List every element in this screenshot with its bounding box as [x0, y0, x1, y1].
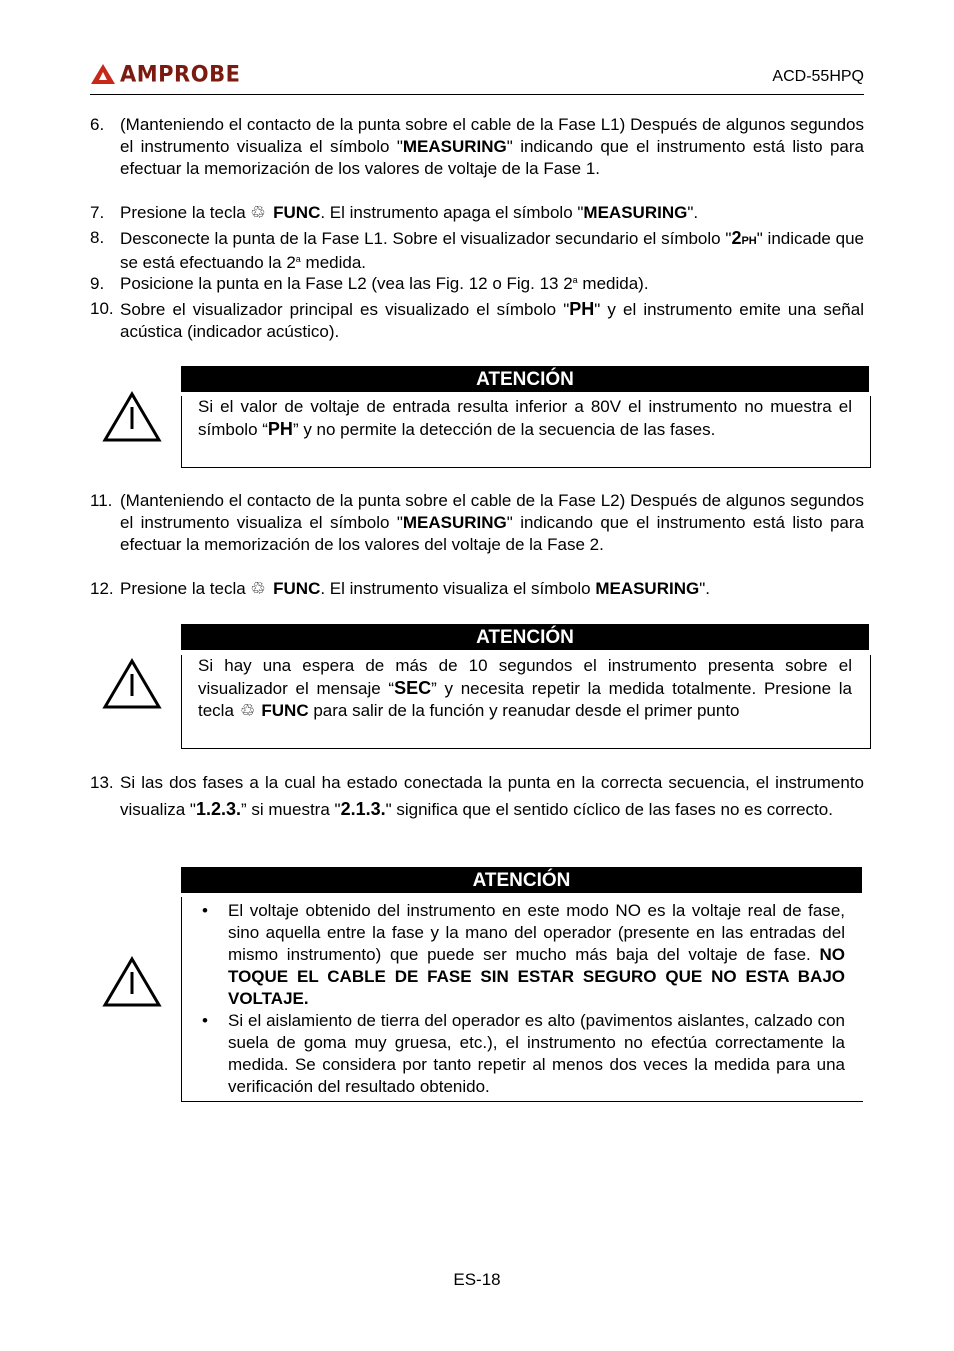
step-number: 10.: [90, 299, 114, 318]
model-number: ACD-55HPQ: [772, 68, 864, 85]
warning-text: Si hay una espera de más de 10 segundos el instrumento presenta sobre el visualizador el mensaje “SEC” y necesita repetir la medida totalmente. Presione la tecla ♲ FUNC para salir de la función y reanudar desde el primer punto: [198, 656, 852, 720]
amprobe-logo-icon: [90, 63, 116, 85]
step-number: 13.: [90, 773, 114, 792]
step-text: (Manteniendo el contacto de la punta sobre el cable de la Fase L2) Después de algunos segundos el instrumento visualiza el símbolo "MEASURING" indicando que el instrumento está listo para efectuar la memorización de los valores del voltaje de la Fase 2.: [120, 491, 864, 554]
step-8: [90, 227, 864, 274]
warning-triangle-icon: [102, 658, 162, 710]
amprobe-logo: [90, 62, 240, 86]
warning-bullet: • Si el aislamiento de tierra del operador es alto (pavimentos aislantes, calzado con suela de goma muy gruesa, etc.), el instrumento no efectúa correctamente la medida. Se considera por tanto repetir al menos dos veces la medida para una verificación del resultado obtenido.: [202, 1011, 845, 1096]
step-number: 8.: [90, 228, 105, 247]
step-text: Desconecte la punta de la Fase L1. Sobre el visualizador secundario el símbolo "2PH" indicade que se está efectuando la 2$^a$ medida.: [120, 228, 864, 272]
step-text: Presione la tecla ♲ FUNC. El instrumento apaga el símbolo "MEASURING".: [120, 203, 699, 222]
func-key-icon: ♲: [250, 203, 266, 222]
bullet-icon: •: [202, 901, 208, 920]
warning-title: ATENCIÓN: [181, 366, 869, 392]
page-number: ES-18: [453, 1270, 501, 1289]
step-9: [90, 273, 864, 295]
func-key-icon: ♲: [250, 579, 266, 598]
step-text: (Manteniendo el contacto de la punta sobre el cable de la Fase L1) Después de algunos segundos el instrumento visualiza el símbolo "MEASURING" indicando que el instrumento está listo para efectuar la memorización de los valores de voltaje de la Fase 1.: [120, 115, 864, 178]
warning-text: Si el valor de voltaje de entrada resulta inferior a 80V el instrumento no muestra el símbolo “PH” y no permite la detección de la secuencia de las fases.: [198, 397, 852, 439]
bullet-icon: •: [202, 1011, 208, 1030]
step-text: Posicione la punta en la Fase L2 (vea las Fig. 12 o Fig. 13 2$^a$ medida).: [120, 274, 649, 293]
warning-box: [181, 897, 863, 1102]
warning-box: [181, 396, 871, 468]
step-number: 6.: [90, 115, 105, 134]
step-text: Presione la tecla ♲ FUNC. El instrumento visualiza el símbolo MEASURING".: [120, 579, 710, 598]
step-6: [90, 114, 864, 180]
step-number: 7.: [90, 203, 105, 222]
warning-triangle-icon: [102, 956, 162, 1008]
step-10: [90, 298, 864, 343]
warning-box: [181, 655, 871, 749]
step-7: [90, 202, 864, 224]
warning-bullet: • El voltaje obtenido del instrumento en este modo NO es la voltaje real de fase, sino aquella entre la fase y la mano del operador (presente en las entradas del mismo instrumento) que puede ser mucho más baja del voltaje de fase. NO TOQUE EL CABLE DE FASE SIN ESTAR SEGURO QUE NO ESTA BAJO VOLTAJE.: [202, 901, 845, 1008]
step-text: Si las dos fases a la cual ha estado conectada la punta en la correcta secuencia, el instrumento visualiza "1.2.3.” si muestra "2.1.3." significa que el sentido cíclico de las fases no es correcto.: [120, 773, 864, 819]
step-number: 11.: [90, 491, 113, 510]
step-13: [90, 770, 864, 823]
step-11: [90, 490, 864, 556]
warning-title: ATENCIÓN: [181, 867, 862, 893]
step-12: [90, 578, 864, 600]
step-number: 12.: [90, 579, 114, 598]
warning-title: ATENCIÓN: [181, 624, 869, 650]
step-text: Sobre el visualizador principal es visualizado el símbolo "PH" y el instrumento emite una señal acústica (indicador acústico).: [120, 299, 864, 341]
warning-triangle-icon: [102, 391, 162, 443]
brand-name: AMPROBE: [120, 61, 241, 87]
func-key-icon: ♲: [240, 701, 256, 720]
page-header: [90, 58, 864, 95]
step-number: 9.: [90, 274, 105, 293]
